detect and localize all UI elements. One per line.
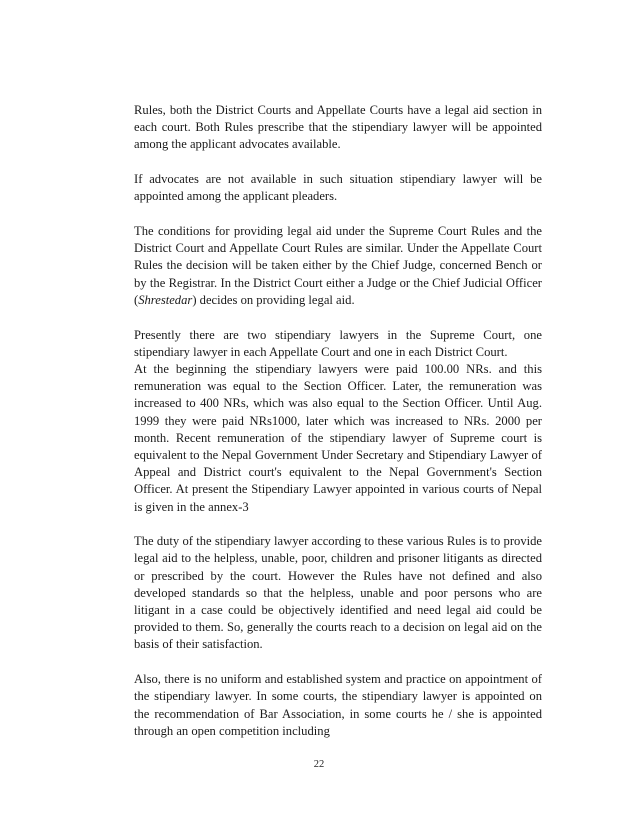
page-body bbox=[134, 102, 542, 740]
paragraph-legal-aid-sections: Rules, both the District Courts and Appellate Courts have a legal aid section in each court. Both Rules prescribe that the stipendiary lawyer will be appointed among the applicant advocates available. bbox=[134, 103, 542, 152]
paragraph-conditions bbox=[134, 223, 542, 309]
paragraph-conditions-text: The conditions for providing legal aid under the Supreme Court Rules and the District Court and Appellate Court Rules are similar. Under the Appellate Court Rules the decision will be taken either by the Chief Judge, concerned Bench or by the Registrar. In the District Court either a Judge or the Chief Judicial Officer ( bbox=[134, 224, 542, 307]
paragraph-appointment: Also, there is no uniform and established system and practice on appointment of the stipendiary lawyer. In some courts, the stipendiary lawyer is appointed on the recommendation of Bar Association, in some courts he / she is appointed through an open competition including bbox=[134, 672, 542, 738]
paragraph-duty: The duty of the stipendiary lawyer according to these various Rules is to provide legal aid to the helpless, unable, poor, children and prisoner litigants as directed or prescribed by the court. However the Rules have not defined and also developed standards so that the helpless, unable and poor persons who are litigant in a case could be objectively identified and need legal aid could be provided to them. So, generally the courts reach to a decision on legal aid on the basis of their satisfaction. bbox=[134, 534, 542, 652]
paragraph-remuneration: At the beginning the stipendiary lawyers were paid 100.00 NRs. and this remuneration was equal to the Section Officer. Later, the remuneration was increased to 400 NRs, which was also equal to the Section Officer. Until Aug. 1999 they were paid NRs1000, later which was increased to NRs. 2000 per month. Recent remuneration of the stipendiary lawyer of Supreme court is equivalent to the Nepal Government Under Secretary and Stipendiary Lawyer of Appeal and District court's equivalent to the Nepal Government's Section Officer. At present the Stipendiary Lawyer appointed in various courts of Nepal is given in the annex-3 bbox=[134, 361, 542, 514]
paragraph-pleaders: If advocates are not available in such situation stipendiary lawyer will be appointed among the applicant pleaders. bbox=[134, 172, 542, 204]
paragraph-conditions-text-end: ) decides on providing legal aid. bbox=[192, 292, 355, 307]
shrestedar-term: Shrestedar bbox=[138, 292, 193, 307]
paragraph-presently: Presently there are two stipendiary lawyers in the Supreme Court, one stipendiary lawyer in each Appellate Court and one in each District Court. bbox=[134, 327, 542, 359]
page-number: 22 bbox=[313, 759, 325, 770]
